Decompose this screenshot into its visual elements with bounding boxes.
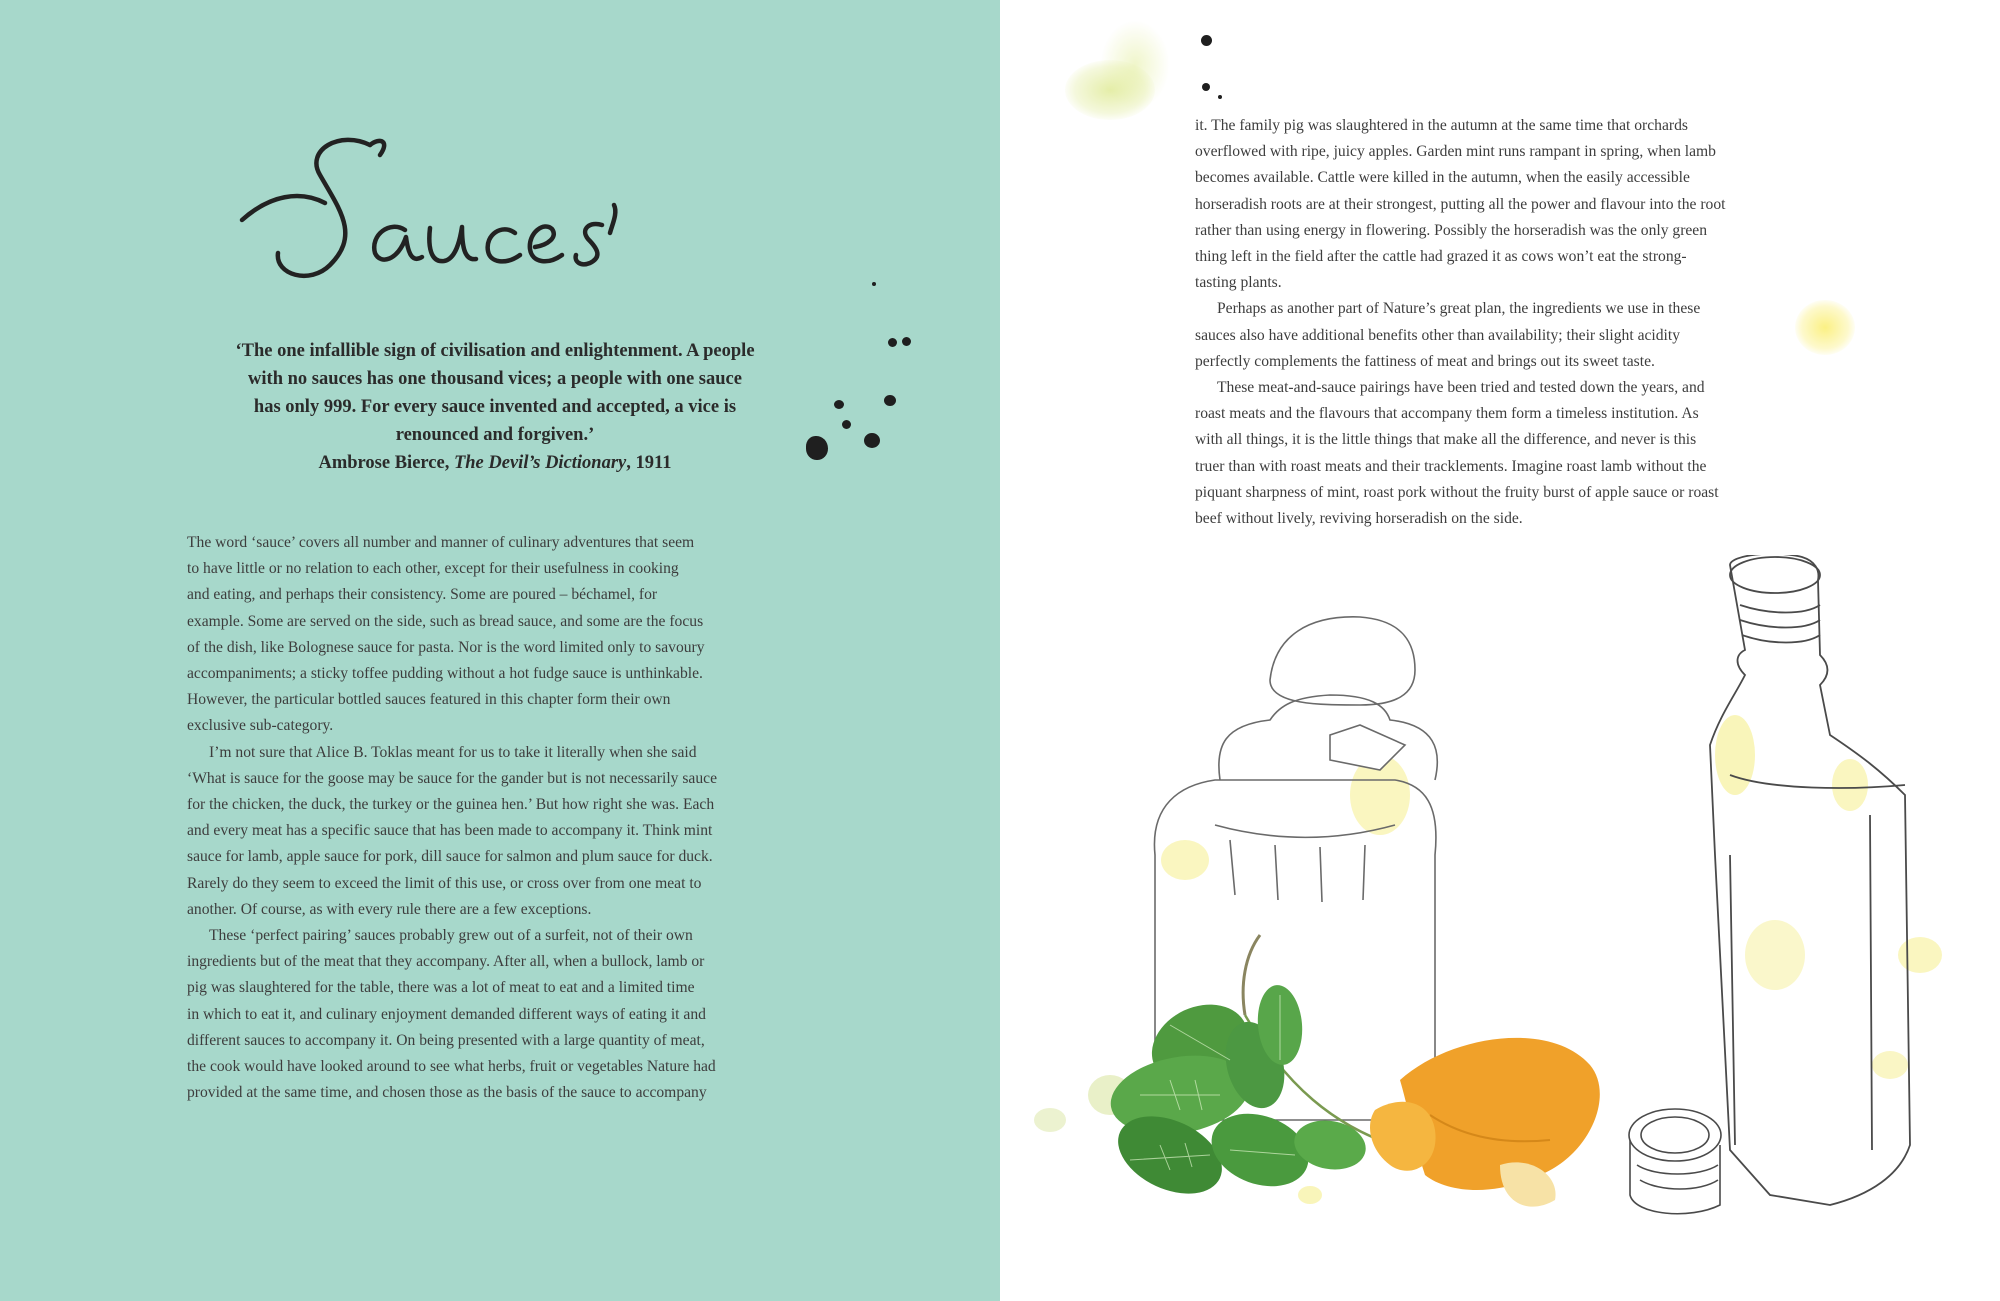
text-line: Rarely do they seem to exceed the limit of this use, or cross over from one meat to xyxy=(187,874,702,892)
ink-splatter xyxy=(1201,35,1212,46)
text-line: The word ‘sauce’ covers all number and manner of culinary adventures that seem xyxy=(187,534,695,551)
text-line: becomes available. Cattle were killed in the autumn, when the easily accessible xyxy=(1195,169,1690,187)
text-line: truer than with roast meats and their tracklements. Imagine roast lamb without the xyxy=(1195,457,1707,475)
text-line: horseradish roots are at their strongest, putting all the power and flavour into the root xyxy=(1195,195,1726,213)
text-line: sauces also have additional benefits other than availability; their slight acidity xyxy=(1195,326,1680,344)
text-line: of the dish, like Bolognese sauce for pasta. Nor is the word limited only to savoury xyxy=(187,638,705,656)
epigraph xyxy=(180,337,810,477)
ink-splatter xyxy=(842,420,851,429)
epigraph-line: with no sauces has one thousand vices; a people with one sauce xyxy=(248,369,742,389)
ink-splatter xyxy=(1202,83,1210,91)
ink-splatter xyxy=(884,395,896,406)
text-line: perfectly complements the fattiness of meat and brings out its sweet taste. xyxy=(1195,352,1655,370)
epigraph-line: has only 999. For every sauce invented and accepted, a vice is xyxy=(253,397,737,417)
text-line: sauce for lamb, apple sauce for pork, dill sauce for salmon and plum sauce for duck. xyxy=(187,848,713,866)
paragraph xyxy=(1195,375,1805,532)
text-line: different sauces to accompany it. On being presented with a large quantity of meat, xyxy=(187,1031,705,1049)
text-line: beef without lively, reviving horseradish on the side. xyxy=(1195,510,1523,528)
ink-splatter xyxy=(806,436,828,460)
text-line: another. Of course, as with every rule there are a few exceptions. xyxy=(187,900,592,918)
epigraph-line: ‘The one infallible sign of civilisation and enlightenment. A people xyxy=(235,341,755,361)
paragraph xyxy=(187,530,797,740)
text-line: thing left in the field after the cattle had grazed it as cows won’t eat the strong- xyxy=(1195,248,1687,266)
text-line: exclusive sub-category. xyxy=(187,717,334,735)
mint-sprig xyxy=(1104,935,1430,1209)
text-line: Perhaps as another part of Nature’s great plan, the ingredients we use in these xyxy=(1217,300,1701,318)
paragraph xyxy=(187,923,797,1106)
orange-peel xyxy=(1370,1038,1600,1207)
ink-splatter xyxy=(888,338,897,347)
text-line: in which to eat it, and culinary enjoyment demanded different ways of eating it and xyxy=(187,1005,706,1023)
text-line: with all things, it is the little things that make all the difference, and never is this xyxy=(1195,431,1697,449)
text-line: roast meats and the flavours that accompany them form a timeless institution. As xyxy=(1195,405,1699,423)
text-line: However, the particular bottled sauces featured in this chapter form their own xyxy=(187,691,671,709)
paragraph xyxy=(187,740,797,923)
text-line: accompaniments; a sticky toffee pudding without a hot fudge sauce is unthinkable. xyxy=(187,665,703,683)
ink-splatter xyxy=(902,337,911,346)
text-line: ingredients but of the meat that they accompany. After all, when a bullock, lamb or xyxy=(187,953,705,971)
text-line: and every meat has a specific sauce that has been made to accompany it. Think mint xyxy=(187,822,713,840)
text-line: provided at the same time, and chosen those as the basis of the sauce to accompany xyxy=(187,1084,707,1102)
bottle-cap xyxy=(1629,1109,1721,1214)
still-life-illustration xyxy=(1030,555,1960,1255)
text-line: rather than using energy in flowering. Possibly the horseradish was the only green xyxy=(1195,221,1708,239)
sauces-title-lettering xyxy=(230,125,670,290)
yellow-watercolor-splash xyxy=(1100,20,1170,110)
ink-splatter xyxy=(834,400,844,409)
epigraph-attribution xyxy=(180,449,810,477)
text-line: pig was slaughtered for the table, there was a lot of meat to eat and a limited time xyxy=(187,979,695,997)
text-line: These meat-and-sauce pairings have been tried and tested down the years, and xyxy=(1217,379,1705,397)
text-line: and eating, and perhaps their consistency. Some are poured – béchamel, for xyxy=(187,586,658,604)
text-line: the cook would have looked around to see what herbs, fruit or vegetables Nature had xyxy=(187,1058,716,1076)
ink-splatter xyxy=(1218,95,1222,99)
text-line: tasting plants. xyxy=(1195,274,1282,292)
text-line: piquant sharpness of mint, roast pork without the fruity burst of apple sauce or roast xyxy=(1195,483,1719,501)
epigraph-author: Ambrose Bierce, xyxy=(318,453,454,473)
left-body-text xyxy=(187,530,797,1106)
epigraph-line: renounced and forgiven.’ xyxy=(395,425,595,445)
text-line: to have little or no relation to each other, except for their usefulness in cooking xyxy=(187,560,679,578)
ink-splatter xyxy=(864,433,880,448)
paragraph xyxy=(1195,296,1805,375)
text-line: for the chicken, the duck, the turkey or the guinea hen.’ But how right she was. Each xyxy=(187,796,715,814)
glass-bottle xyxy=(1710,555,1910,1205)
ink-splatter xyxy=(872,282,876,286)
epigraph-book-title: The Devil’s Dictionary xyxy=(453,453,627,473)
text-line: ‘What is sauce for the goose may be sauce for the gander but is not necessarily sauce xyxy=(187,769,717,787)
epigraph-year: , 1911 xyxy=(626,453,672,473)
text-line: it. The family pig was slaughtered in the autumn at the same time that orchards xyxy=(1195,117,1688,134)
text-line: These ‘perfect pairing’ sauces probably grew out of a surfeit, not of their own xyxy=(209,927,693,945)
text-line: example. Some are served on the side, such as bread sauce, and some are the focus xyxy=(187,612,704,630)
right-body-text xyxy=(1195,113,1805,532)
text-line: I’m not sure that Alice B. Toklas meant for us to take it literally when she said xyxy=(209,743,697,761)
text-line: overflowed with ripe, juicy apples. Garden mint runs rampant in spring, when lamb xyxy=(1195,143,1716,161)
paragraph xyxy=(1195,113,1805,296)
